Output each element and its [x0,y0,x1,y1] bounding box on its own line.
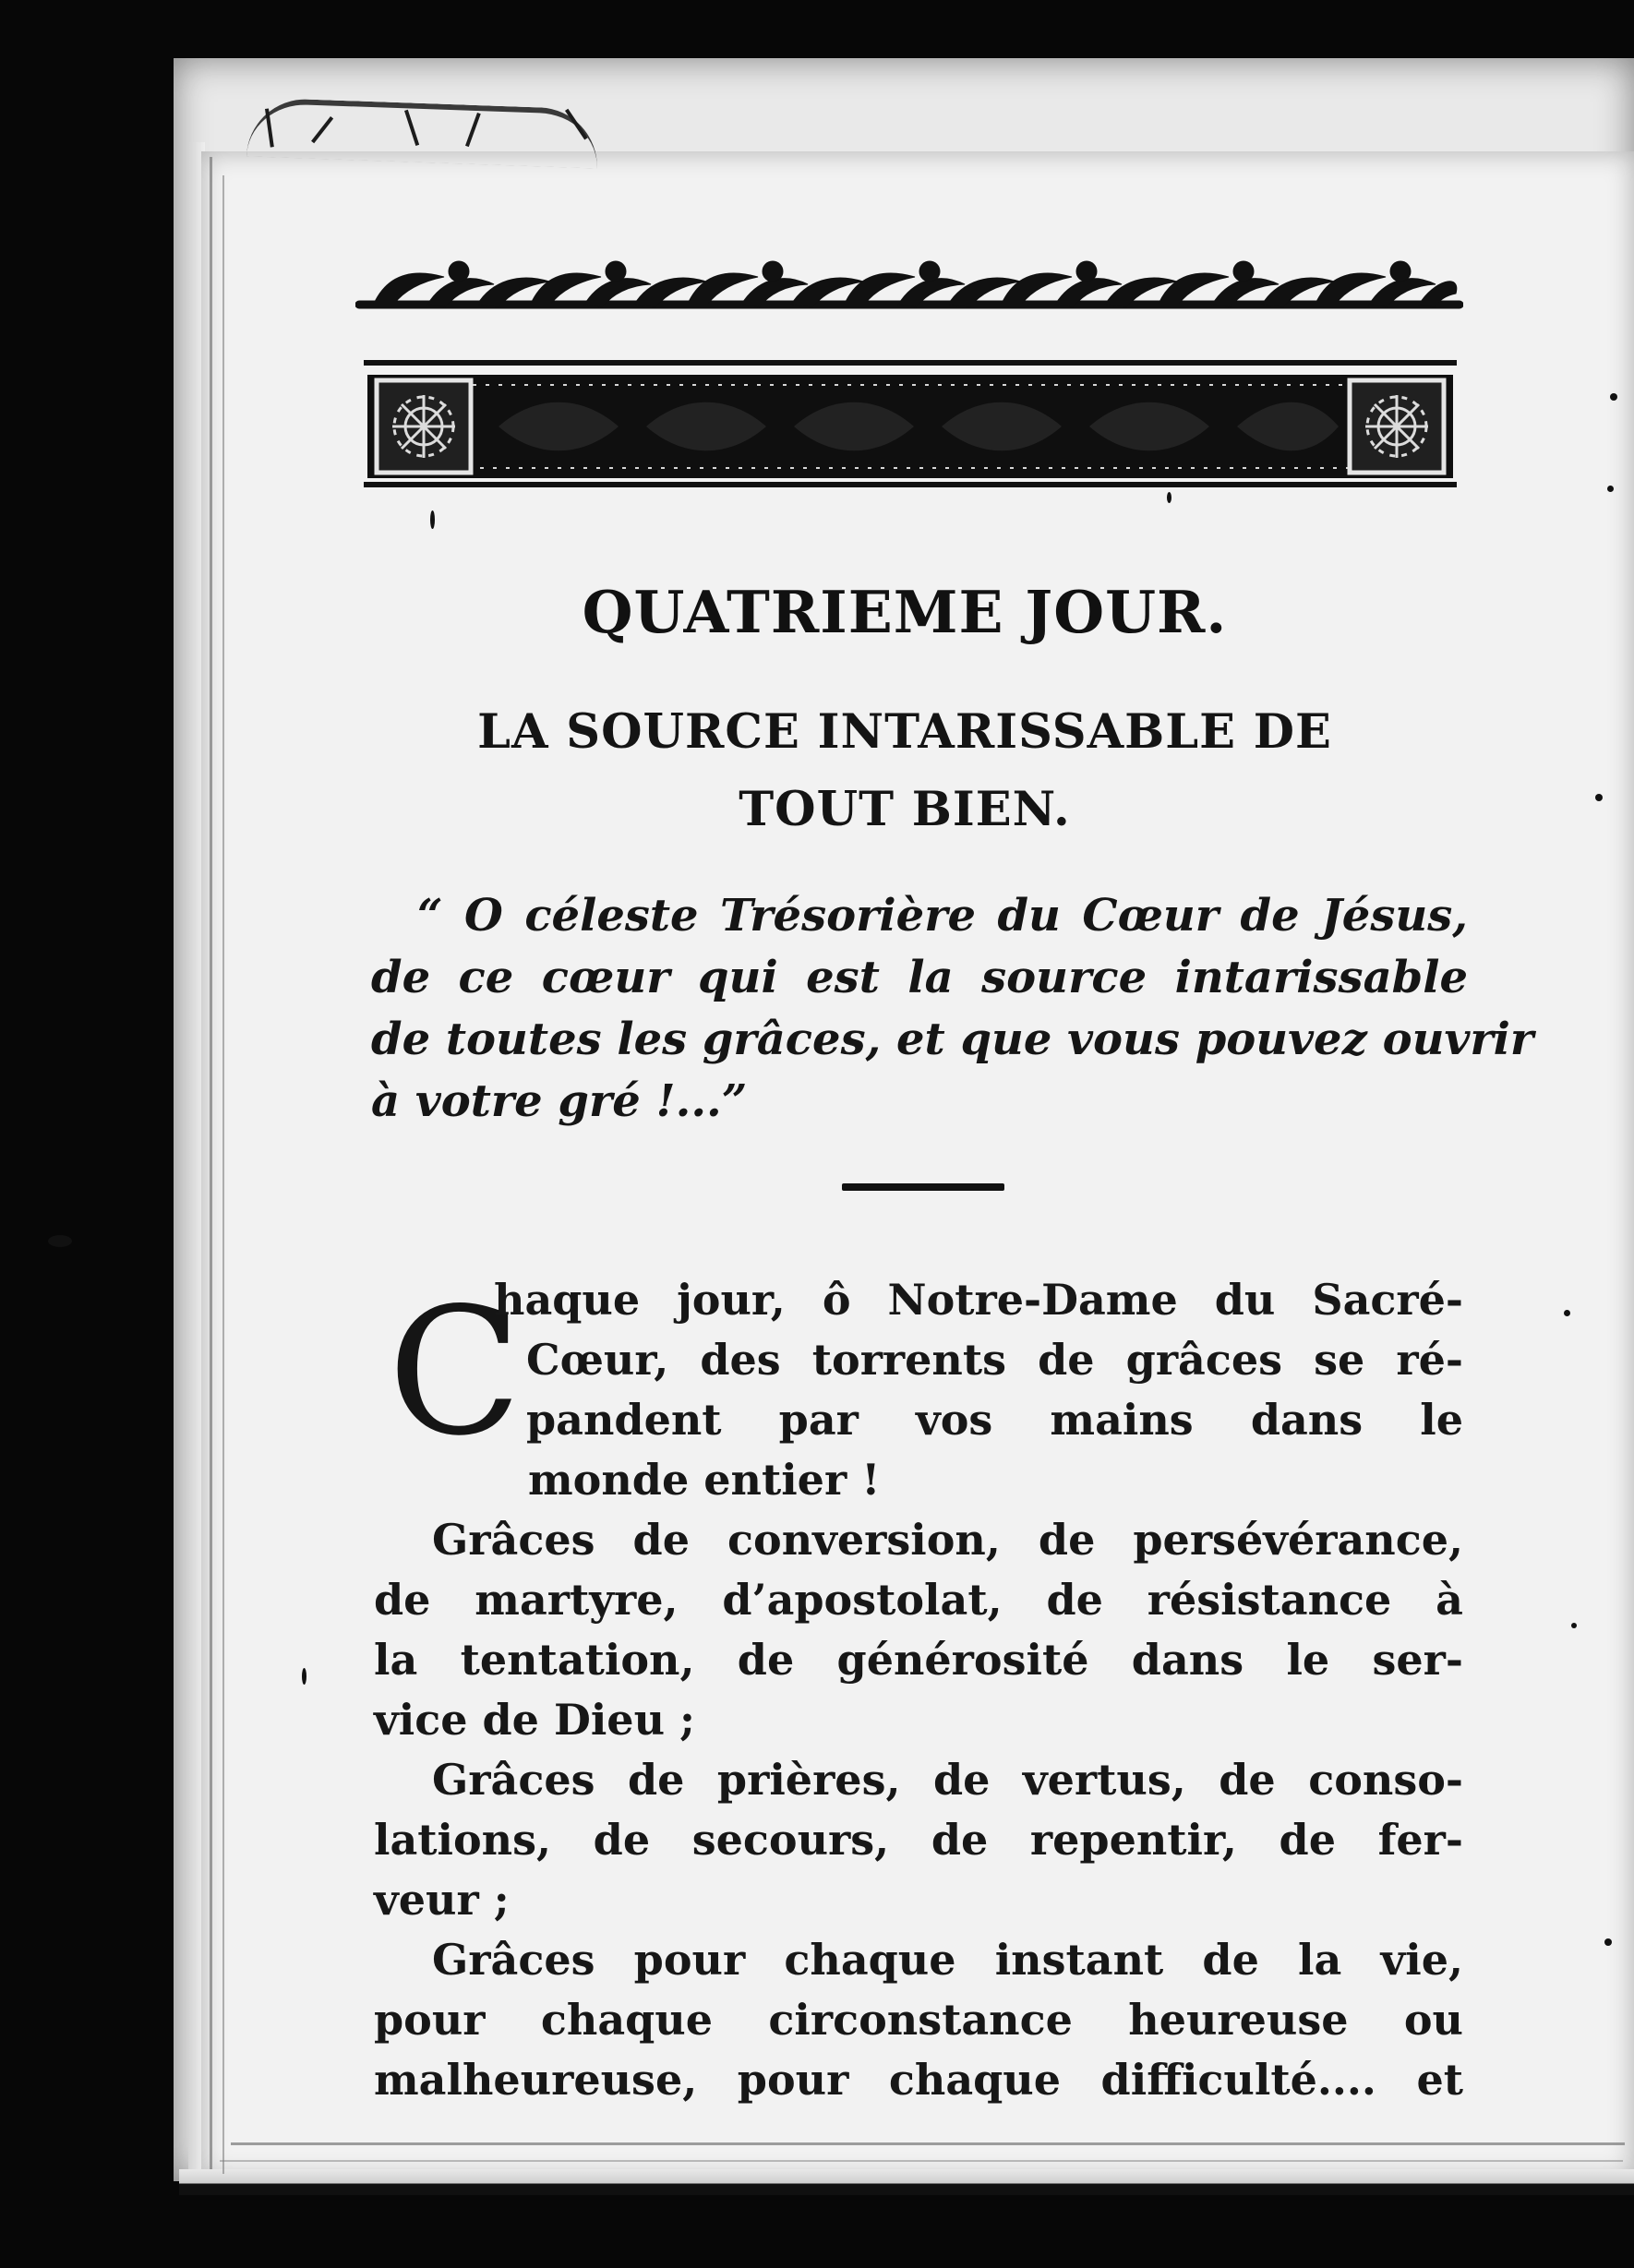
drop-cap: C [388,1270,523,1474]
subtitle-line: LA SOURCE INTARISSABLE DE [477,704,1332,760]
scan-speck [1607,486,1614,492]
invocation-line: à votre gré !...” [371,1075,748,1127]
scan-speck [1564,1310,1570,1316]
invocation-line: de toutes les grâces, et que vous pouvez ouvrir [371,1014,1534,1065]
invocation-line: “ O céleste Trésorière du Cœur de Jésus, [417,890,1468,942]
decorative-rosette-band-icon [360,353,1460,496]
body-text-line: Grâces de conversion, de persévérance, [432,1515,1463,1565]
bottom-margin-line [231,2142,1625,2145]
horizontal-rule-icon [842,1183,1004,1191]
body-text-line: vice de Dieu ; [374,1695,696,1745]
scan-speck [1571,1623,1577,1628]
page-bottom-edge [179,2169,1634,2195]
scan-speck [430,510,435,529]
scan-speck [1610,393,1617,401]
body-text-line: lations, de secours, de repentir, de fer- [374,1815,1463,1865]
body-text-line: veur ; [374,1875,510,1925]
body-text-line: pour chaque circonstance heureuse ou [374,1995,1463,2045]
left-margin-line [210,157,212,2169]
body-text-line: pandent par vos mains dans le [526,1395,1463,1445]
subtitle-line: TOUT BIEN. [739,782,1071,837]
bottom-margin-shadow-line [220,2160,1623,2162]
body-text-line: monde entier ! [528,1455,881,1505]
handwritten-shelf-mark-scrawl [246,97,599,168]
left-margin-shadow-line [222,175,224,2174]
scan-speck [48,1235,72,1247]
invocation-line: de ce cœur qui est la source intarissable [371,952,1468,1003]
scan-speck [1595,794,1603,801]
body-text-line: malheureuse, pour chaque difficulté.... et [374,2055,1463,2105]
body-text-line: de martyre, d’apostolat, de résistance à [374,1575,1463,1625]
body-text-line: Grâces pour chaque instant de la vie, [432,1935,1463,1985]
chapter-title: QUATRIEME JOUR. [582,578,1228,646]
body-text-line: la tentation, de générosité dans le ser- [374,1635,1463,1685]
body-text-line: Cœur, des torrents de grâces se ré- [526,1335,1463,1385]
body-text-line: Grâces de prières, de vertus, de conso- [432,1755,1463,1805]
scan-speck [302,1668,306,1685]
foliage-garland-icon [355,253,1463,327]
scan-speck [1604,1938,1612,1946]
body-text-line: haque jour, ô Notre-Dame du Sacré- [494,1275,1463,1325]
